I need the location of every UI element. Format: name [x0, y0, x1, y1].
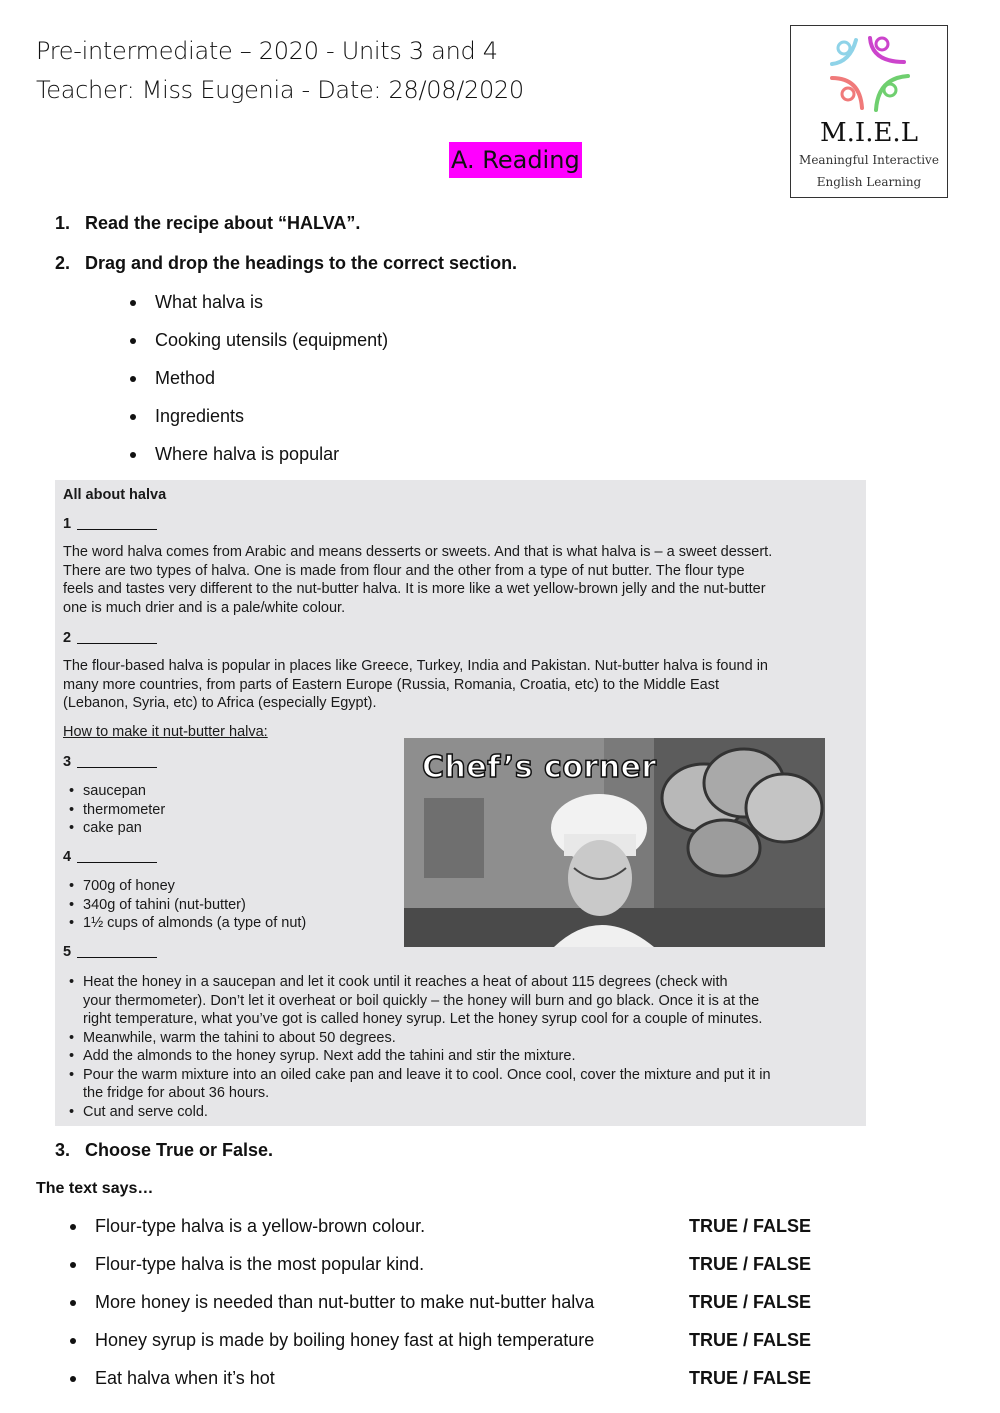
paragraph-line: (Lebanon, Syria, etc) to Africa (especially Egypt).	[63, 695, 377, 711]
bullet-icon	[70, 1224, 76, 1230]
reading-title: All about halva	[63, 487, 167, 503]
method-list	[62, 973, 771, 1121]
question-number: 2.	[55, 253, 71, 273]
paragraph-line: The word halva comes from Arabic and means desserts or sweets. And that is what halva is – a sweet dessert.	[63, 544, 773, 560]
list-item: • cake pan	[62, 819, 165, 838]
answer-blank-line	[77, 862, 157, 863]
drop-zone-3[interactable]: 3	[63, 753, 157, 772]
text-says-label: The text says…	[36, 1180, 154, 1197]
answer-blank-line	[77, 529, 157, 530]
question-number: 3.	[55, 1140, 71, 1160]
bullet-icon	[130, 338, 136, 344]
logo-tagline-2: English Learning	[816, 175, 922, 189]
question-3	[55, 1140, 273, 1161]
drop-zone-5[interactable]: 5	[63, 943, 157, 962]
list-item: • 700g of honey	[62, 877, 306, 896]
list-item: • 340g of tahini (nut-butter)	[62, 896, 306, 915]
question-text: Drag and drop the headings to the correct section.	[85, 253, 518, 273]
list-item: • Add the almonds to the honey syrup. Next add the tahini and stir the mixture.	[62, 1047, 771, 1066]
drop-zone-4[interactable]: 4	[63, 848, 157, 867]
ingredients-list	[62, 877, 306, 933]
worksheet-header-course: Pre-intermediate – 2020 - Units 3 and 4	[36, 37, 498, 65]
bullet-icon	[130, 376, 136, 382]
miel-logo	[790, 25, 948, 198]
true-false-item	[70, 1254, 830, 1278]
bullet-icon	[130, 452, 136, 458]
true-false-choice[interactable]: TRUE / FALSE	[689, 1330, 812, 1350]
drop-zone-2[interactable]: 2	[63, 629, 157, 648]
true-false-choice[interactable]: TRUE / FALSE	[689, 1368, 812, 1388]
section-title: A. Reading	[449, 142, 582, 178]
true-false-choice[interactable]: TRUE / FALSE	[689, 1292, 812, 1312]
miel-figures-icon	[826, 32, 914, 117]
chef-photo	[404, 738, 825, 947]
question-2	[55, 253, 517, 274]
true-false-item	[70, 1292, 830, 1316]
list-item: • Cut and serve cold.	[62, 1103, 771, 1122]
true-false-choice[interactable]: TRUE / FALSE	[689, 1254, 812, 1274]
list-item-continuation: the fridge for about 36 hours.	[83, 1085, 270, 1101]
list-item: • saucepan	[62, 782, 165, 801]
list-item: • Pour the warm mixture into an oiled cake pan and leave it to cool. Once cool, cover the mixture and put it in	[62, 1066, 771, 1085]
list-item: • Meanwhile, warm the tahini to about 50 degrees.	[62, 1029, 771, 1048]
logo-name: M.I.E.L	[820, 118, 918, 148]
bullet-icon	[70, 1262, 76, 1268]
logo-tagline-1: Meaningful Interactive	[799, 153, 939, 167]
how-to-heading: How to make it nut-butter halva:	[63, 724, 268, 740]
bullet-icon	[70, 1338, 76, 1344]
image-caption: Chef’s corner	[422, 750, 657, 785]
answer-blank-line	[77, 957, 157, 958]
bullet-icon	[130, 414, 136, 420]
bullet-icon	[70, 1376, 76, 1382]
list-item: • 1½ cups of almonds (a type of nut)	[62, 914, 306, 933]
question-number: 1.	[55, 213, 71, 233]
paragraph-line: There are two types of halva. One is made from flour and the other from a type of nut butter. The flour type	[63, 563, 745, 579]
paragraph-line: feels and tastes very different to the nut-butter halva. It is more like a wet yellow-brown jelly and the nut-butter	[63, 581, 766, 597]
list-item: • Heat the honey in a saucepan and let it cook until it reaches a heat of about 115 degrees (check with	[62, 973, 771, 992]
true-false-item	[70, 1216, 830, 1240]
question-1	[55, 213, 360, 234]
drop-zone-1[interactable]: 1	[63, 515, 157, 534]
answer-blank-line	[77, 643, 157, 644]
list-item-continuation: your thermometer). Don’t let it overheat or boil quickly – the honey will burn and go black. Once it is at the	[83, 992, 760, 1009]
bullet-icon	[70, 1300, 76, 1306]
list-item-continuation: right temperature, what you’ve got is called honey syrup. Let the honey syrup cool for a couple of minutes.	[83, 1011, 763, 1027]
true-false-choice[interactable]: TRUE / FALSE	[689, 1216, 812, 1236]
paragraph-line: The flour-based halva is popular in places like Greece, Turkey, India and Pakistan. Nut-butter halva is found in	[63, 658, 768, 674]
bullet-icon	[130, 300, 136, 306]
statement-text: Flour-type halva is a yellow-brown colour.	[95, 1216, 426, 1236]
answer-blank-line	[77, 767, 157, 768]
true-false-item	[70, 1368, 830, 1392]
question-text: Choose True or False.	[85, 1140, 274, 1160]
statement-text: Honey syrup is made by boiling honey fast at high temperature	[95, 1330, 595, 1350]
paragraph-line: one is much drier and is a pale/white colour.	[63, 600, 346, 616]
statement-text: Flour-type halva is the most popular kind.	[95, 1254, 425, 1274]
statement-text: More honey is needed than nut-butter to make nut-butter halva	[95, 1292, 595, 1312]
question-text: Read the recipe about “HALVA”.	[85, 213, 361, 233]
list-item: • thermometer	[62, 801, 165, 820]
worksheet-header-teacher-date: Teacher: Miss Eugenia - Date: 28/08/2020	[36, 76, 524, 104]
paragraph-line: many more countries, from parts of Eastern Europe (Russia, Romania, Croatia, etc) to the Middle East	[63, 677, 719, 693]
true-false-item	[70, 1330, 830, 1354]
utensils-list	[62, 782, 165, 838]
statement-text: Eat halva when it’s hot	[95, 1368, 275, 1388]
